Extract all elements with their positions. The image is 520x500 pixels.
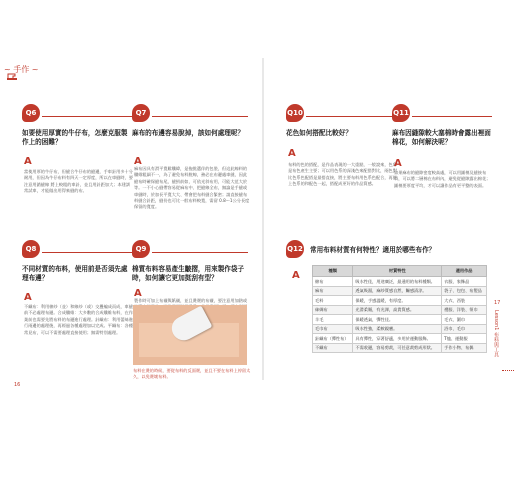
table-header: 材質特性 <box>353 266 442 277</box>
table-cell: 光滑柔順，有光澤，高貴質感。 <box>353 305 442 315</box>
dotted-stitch-line <box>502 370 514 373</box>
table-cell: 羊毛 <box>313 315 353 325</box>
divider-line <box>412 116 492 117</box>
answer-icon: A <box>394 158 402 169</box>
table-cell: 透氣吸濕，麻紗質感自然，觸感清涼。 <box>353 286 442 296</box>
table-cell: 大衣、西裝 <box>442 296 487 306</box>
question-text: 麻布的布邊容易脫掉，該如何處理呢？ <box>132 129 245 137</box>
answer-icon: A <box>288 148 296 159</box>
qa-block-6 <box>22 104 140 234</box>
table-cell: 針織布（彈性布） <box>313 334 353 344</box>
table-cell: 吸水性佳，用途廣泛，最通用的布料種類。 <box>353 277 442 287</box>
question-text: 常用布料材質有何特性？適用於哪些布作？ <box>310 246 436 254</box>
table-header-row <box>313 266 487 277</box>
answer-text: 當使用厚的牛仔布，但縫合牛仔布的縫邊，手車針用多十分耐用，但因為牛仔布料有四天一定厚度，所以在車縫時，要注意用錯縫線 將上較粗的車針，並且用針距加大；本建訓 常試車，才能做出用得來縫的布。 <box>24 169 133 194</box>
qa-block-8 <box>22 240 140 380</box>
table-cell: 吸水性強，柔軟親膚。 <box>353 324 442 334</box>
table-cell: 麻布 <box>313 286 353 296</box>
table-cell: 毛巾布 <box>313 324 353 334</box>
divider-line <box>152 116 248 117</box>
answer-icon: A <box>134 288 142 299</box>
question-badge: Q7 <box>132 104 152 124</box>
question-text: 如要使用厚實的牛仔布，怎麼克服製作上的困難？ <box>22 129 128 146</box>
ironing-photo <box>133 305 247 365</box>
question-badge: Q8 <box>22 240 42 260</box>
table-row <box>313 296 487 306</box>
answer-text: 麻布因具有滑平寬鬆纖緯，是拖挑選伴的包裝，但這此線料的纖維粗細不一，為了避免布料脫線，務必在布邊處車縫，因此縫布時確保縫布尾，縫紉前如，可依光斜布用，可能大范大於等。一不小心縫帶容易從麻布中、把縫線全布，無論是手縫或車縫時，於加長平寬大大、帶會把布料縫合緊密；請直接縫布料縫合針距，縫份也可比一般布料較寬，需留 0.8～1公分長度保留的寬度。 <box>134 166 250 210</box>
lesson-label: Lesson1 布料與工具 <box>493 310 499 357</box>
question-text: 花色如何搭配比較好？ <box>286 129 352 137</box>
book-spine <box>262 58 264 380</box>
divider-line <box>42 252 132 253</box>
table-cell: 不需收邊，容易剪裁，可任意裁剪成形狀。 <box>353 343 442 353</box>
question-badge: Q6 <box>22 104 42 124</box>
table-header: 種類 <box>313 266 353 277</box>
answer-icon: A <box>24 292 32 303</box>
table-cell: 禮服、洋裝、領巾 <box>442 305 487 315</box>
table-cell: 毛料 <box>313 296 353 306</box>
table-cell: T恤、運動服 <box>442 334 487 344</box>
table-cell: 具有彈性，穿著舒適，多用於運動服飾。 <box>353 334 442 344</box>
sewing-machine-icon <box>6 72 18 81</box>
figure-caption: 布料在燙的時候，要從布料的反面燙，並且不要在布料上停留太久，以免燙壞布料。 <box>133 368 251 379</box>
qa-block-9 <box>132 240 250 303</box>
table-row <box>313 277 487 287</box>
question-badge: Q12 <box>286 240 306 260</box>
answer-text: 如果麻布的縫隙密度較高處，可以用鋪棉及縫接布料，可以將二層棉在布料內，避免從縫隙露出棉花；鋪棉要厚度平均，才可以讓作品有更平整的表面。 <box>394 170 491 188</box>
header-deco-text: ~ 手作 ~ <box>4 65 39 74</box>
table-cell: 衣服、家飾品 <box>442 277 487 287</box>
question-badge: Q9 <box>132 240 152 260</box>
table-row <box>313 324 487 334</box>
question-badge: Q11 <box>392 104 412 124</box>
table-header: 適用作品 <box>442 266 487 277</box>
divider-line <box>42 116 132 117</box>
answer-text: 布料的色的搭配，是作品表現的一大重點，一般說來，色彩是布色產生主要；可以用色系的深淺色來配搭對比，兩色對比色系色配搭是最搭直接，將主要布料用色系色配合，再把上色系的和配色一起，搭配成更好的作品質感。 <box>288 162 397 187</box>
answer-text: 不織布：利用棉紗（並）和線紗（或）交疊編成而成，車縫前不必處理布邊。合成纖維：大多數的合成纖維布料，在作業前也需要先將布料的布邊進行處理。針織布：利用蕾絲進行兩邊的處理後，再經過各種處理加以完成。平織布：各種常見布，可以不需要處理直接使用；無需特別處理。 <box>24 304 133 335</box>
table-cell: 絲綢布 <box>313 305 353 315</box>
answer-icon: A <box>134 156 142 167</box>
table-row <box>313 334 487 344</box>
question-text: 麻布因縫隙較大塞棉時會露出裡面棉花，如何解決呢？ <box>392 129 491 146</box>
table-cell: 不織布 <box>313 343 353 353</box>
qa-block-7 <box>132 104 250 234</box>
question-text: 棉質布料容易產生皺摺，用來製作袋子時，如何讓它更加挺刮有型？ <box>132 265 245 282</box>
table-row <box>313 305 487 315</box>
table-cell: 手作小物、布偶 <box>442 343 487 353</box>
qa-block-10 <box>286 104 404 234</box>
answer-icon: A <box>292 270 300 281</box>
question-text: 不同材質的布料，使用前是否須先處理布邊？ <box>22 265 128 282</box>
divider-line <box>152 252 248 253</box>
qa-block-11 <box>392 104 510 234</box>
table-row <box>313 315 487 325</box>
table-cell: 毛衣、圍巾 <box>442 315 487 325</box>
answer-text: 製作時可加上布襯與紙襯，並且燙燙的布襯，要注意用加熱或 <box>134 298 248 303</box>
table-row <box>313 343 487 353</box>
table-cell: 浴巾、毛巾 <box>442 324 487 334</box>
page-number-left: 16 <box>14 382 21 388</box>
divider-line <box>306 116 396 117</box>
qa-block-12 <box>286 240 496 260</box>
question-badge: Q10 <box>286 104 306 124</box>
table-cell: 保暖，手感溫暖，有厚度。 <box>353 296 442 306</box>
fabric-table <box>312 265 487 353</box>
page-number-right: 17 <box>494 300 501 306</box>
table-cell: 保暖透氣，彈性佳。 <box>353 315 442 325</box>
table-cell: 袋子、包包、布製品 <box>442 286 487 296</box>
table-cell: 棉布 <box>313 277 353 287</box>
table-row <box>313 286 487 296</box>
answer-icon: A <box>24 156 32 167</box>
